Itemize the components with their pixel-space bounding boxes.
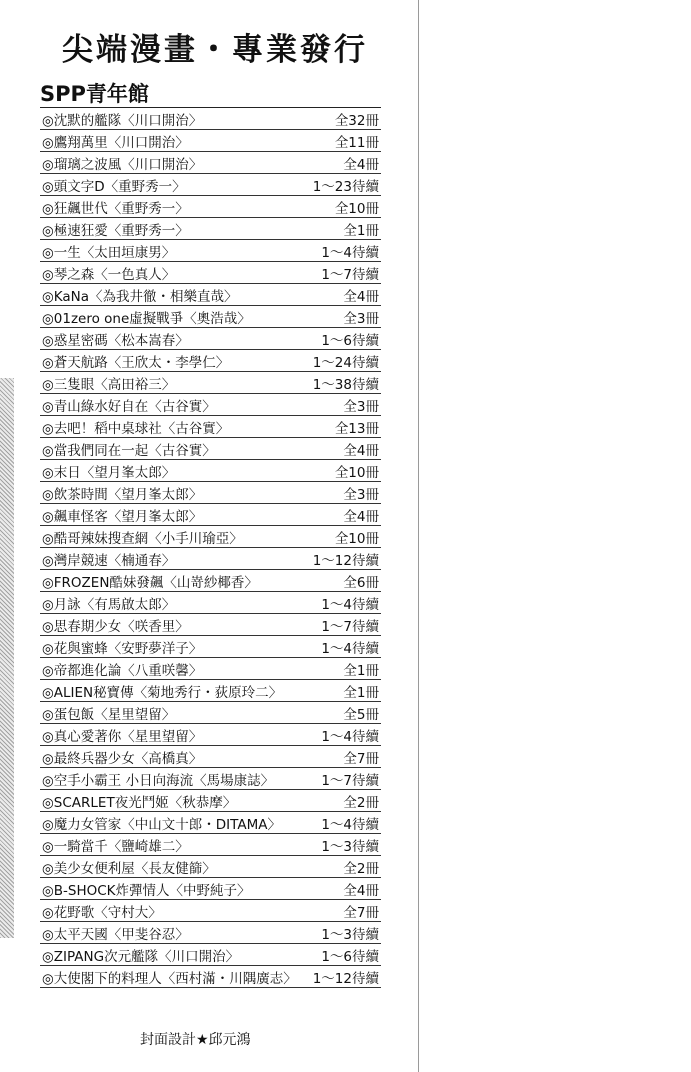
cover-design-credit: 封面設計★邱元鴻: [140, 1032, 251, 1048]
list-item-title: ◎花與蜜蜂〈安野夢洋子〉: [42, 640, 203, 657]
list-item: [40, 636, 381, 658]
list-item: [40, 548, 381, 570]
list-item: [40, 570, 381, 592]
list-item-title: ◎魔力女管家〈中山文十郎・DITAMA〉: [42, 816, 281, 833]
list-item-title: ◎頭文字D〈重野秀一〉: [42, 178, 186, 195]
list-item-volumes: 全1冊: [343, 684, 379, 701]
list-item-volumes: 全10冊: [334, 530, 379, 547]
list-item-volumes: 1～7待續: [321, 266, 379, 283]
list-item-volumes: 1～24待續: [312, 354, 379, 371]
list-item: [40, 856, 381, 878]
list-item: [40, 790, 381, 812]
list-item-title: ◎灣岸競速〈楠通春〉: [42, 552, 176, 569]
list-item-title: ◎花野歌〈守村大〉: [42, 904, 162, 921]
list-item: [40, 394, 381, 416]
list-item: [40, 614, 381, 636]
list-item-volumes: 全10冊: [334, 200, 379, 217]
list-item-volumes: 全4冊: [343, 288, 379, 305]
list-item-volumes: 全4冊: [343, 156, 379, 173]
list-item-title: ◎末日〈望月峯太郎〉: [42, 464, 176, 481]
list-item-title: ◎蒼天航路〈王欣太・李學仁〉: [42, 354, 230, 371]
list-item-volumes: 全13冊: [334, 420, 379, 437]
list-item-volumes: 全6冊: [343, 574, 379, 591]
list-item-volumes: 1～4待續: [321, 244, 379, 261]
list-item-title: ◎B-SHOCK炸彈情人〈中野純子〉: [42, 882, 251, 899]
list-item-title: ◎一騎當千〈鹽崎雄二〉: [42, 838, 189, 855]
list-item-title: ◎真心愛著你〈星里望留〉: [42, 728, 203, 745]
list-item-title: ◎KaNa〈為我井徹・相樂直哉〉: [42, 288, 238, 305]
list-item-title: ◎狂飆世代〈重野秀一〉: [42, 200, 189, 217]
list-item-volumes: 全4冊: [343, 882, 379, 899]
list-item: [40, 130, 381, 152]
list-item: [40, 702, 381, 724]
list-item-volumes: 1～4待續: [321, 816, 379, 833]
list-item-volumes: 1～12待續: [312, 552, 379, 569]
list-item: [40, 350, 381, 372]
list-item: [40, 658, 381, 680]
list-item-title: ◎一生〈太田垣康男〉: [42, 244, 176, 261]
list-item-volumes: 1～4待續: [321, 596, 379, 613]
list-item-volumes: 1～38待續: [312, 376, 379, 393]
list-item-title: ◎01zero one虛擬戰爭〈奧浩哉〉: [42, 310, 251, 327]
list-item-volumes: 全2冊: [343, 860, 379, 877]
list-item-volumes: 全11冊: [334, 134, 379, 151]
list-item-title: ◎極速狂愛〈重野秀一〉: [42, 222, 189, 239]
list-item-title: ◎惑星密碼〈松本嵩春〉: [42, 332, 189, 349]
list-item-title: ◎青山綠水好自在〈古谷實〉: [42, 398, 216, 415]
list-item: [40, 526, 381, 548]
list-item-volumes: 1～12待續: [312, 970, 379, 987]
list-item: [40, 196, 381, 218]
list-item-title: ◎琴之森〈一色真人〉: [42, 266, 176, 283]
list-item-volumes: 全3冊: [343, 398, 379, 415]
list-item-volumes: 1～7待續: [321, 618, 379, 635]
list-item: [40, 416, 381, 438]
list-item-volumes: 全2冊: [343, 794, 379, 811]
list-item-volumes: 1～3待續: [321, 926, 379, 943]
list-item: [40, 834, 381, 856]
list-item: [40, 592, 381, 614]
list-item-volumes: 全7冊: [343, 750, 379, 767]
list-item: [40, 218, 381, 240]
list-item-title: ◎沈默的艦隊〈川口開治〉: [42, 112, 203, 129]
right-page-blank: [419, 0, 691, 1072]
list-item-volumes: 1～7待續: [321, 772, 379, 789]
list-item: [40, 438, 381, 460]
list-item-volumes: 1～23待續: [312, 178, 379, 195]
list-item: [40, 328, 381, 350]
list-item-title: ◎ALIEN秘寶傳〈菊地秀行・荻原玲二〉: [42, 684, 283, 701]
list-item-volumes: 全4冊: [343, 442, 379, 459]
list-item-title: ◎思春期少女〈咲香里〉: [42, 618, 189, 635]
list-item: [40, 944, 381, 966]
list-item: [40, 306, 381, 328]
list-item-title: ◎ZIPANG次元艦隊〈川口開治〉: [42, 948, 240, 965]
list-item-title: ◎帝都進化論〈八重咲馨〉: [42, 662, 203, 679]
list-item-volumes: 1～4待續: [321, 640, 379, 657]
list-item-volumes: 1～6待續: [321, 948, 379, 965]
list-item-title: ◎當我們同在一起〈古谷實〉: [42, 442, 216, 459]
list-item-volumes: 全3冊: [343, 486, 379, 503]
list-item: [40, 460, 381, 482]
list-item-title: ◎最終兵器少女〈高橋真〉: [42, 750, 203, 767]
title-list: [40, 107, 381, 988]
list-item: [40, 284, 381, 306]
list-item: [40, 768, 381, 790]
list-item-volumes: 全7冊: [343, 904, 379, 921]
list-item: [40, 482, 381, 504]
list-item-title: ◎去吧！稻中桌球社〈古谷實〉: [42, 420, 230, 437]
list-item-title: ◎大使閣下的料理人〈西村滿・川隅廣志〉: [42, 970, 297, 987]
list-item-volumes: 全3冊: [343, 310, 379, 327]
list-item-title: ◎酷哥辣妹搜查網〈小手川瑜亞〉: [42, 530, 243, 547]
list-item-title: ◎空手小霸王 小日向海流〈馬場康誌〉: [42, 772, 275, 789]
list-item: [40, 152, 381, 174]
list-item: [40, 680, 381, 702]
list-item-title: ◎蛋包飯〈星里望留〉: [42, 706, 176, 723]
list-item: [40, 922, 381, 944]
list-item-title: ◎三隻眼〈高田裕三〉: [42, 376, 176, 393]
list-item: [40, 966, 381, 988]
list-item-volumes: 全5冊: [343, 706, 379, 723]
list-item-volumes: 全10冊: [334, 464, 379, 481]
list-item-title: ◎瑠璃之波風〈川口開治〉: [42, 156, 203, 173]
list-item: [40, 240, 381, 262]
list-item-title: ◎美少女便利屋〈長友健篩〉: [42, 860, 216, 877]
list-item-volumes: 1～4待續: [321, 728, 379, 745]
list-item: [40, 372, 381, 394]
list-item: [40, 108, 381, 130]
list-item-title: ◎太平天國〈甲斐谷忍〉: [42, 926, 189, 943]
list-item: [40, 504, 381, 526]
list-item-volumes: 1～3待續: [321, 838, 379, 855]
list-item-title: ◎FROZEN酷妹發飆〈山嵜紗椰香〉: [42, 574, 258, 591]
list-item-volumes: 全1冊: [343, 662, 379, 679]
list-item: [40, 812, 381, 834]
list-item: [40, 878, 381, 900]
spine-halftone-edge: [0, 378, 14, 938]
list-item-volumes: 1～6待續: [321, 332, 379, 349]
list-item-title: ◎SCARLET夜光鬥姬〈秋恭摩〉: [42, 794, 237, 811]
list-item-title: ◎鷹翔萬里〈川口開治〉: [42, 134, 189, 151]
list-item: [40, 174, 381, 196]
list-item-volumes: 全32冊: [334, 112, 379, 129]
list-item: [40, 724, 381, 746]
list-item: [40, 900, 381, 922]
list-item-title: ◎飲茶時間〈望月峯太郎〉: [42, 486, 203, 503]
list-item-volumes: 全4冊: [343, 508, 379, 525]
list-item-volumes: 全1冊: [343, 222, 379, 239]
list-item-title: ◎月詠〈有馬啟太郎〉: [42, 596, 176, 613]
page-title: 尖端漫畫・專業發行: [62, 32, 368, 68]
list-item-title: ◎飆車怪客〈望月峯太郎〉: [42, 508, 203, 525]
list-item: [40, 262, 381, 284]
list-item: [40, 746, 381, 768]
section-heading: SPP青年館: [40, 82, 149, 106]
